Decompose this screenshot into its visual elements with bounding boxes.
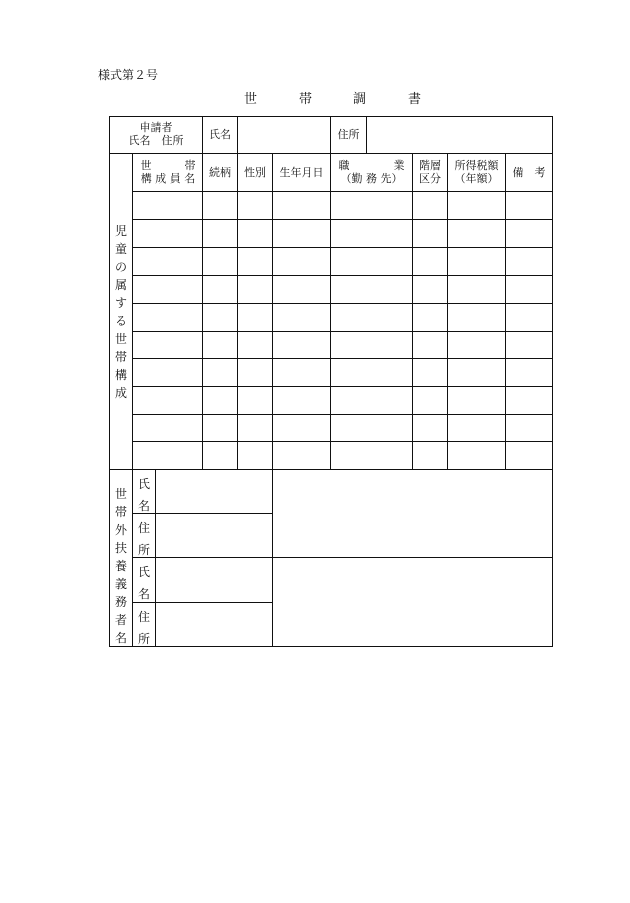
title-char-4: 書	[408, 92, 422, 107]
applicant-name-field[interactable]	[238, 117, 330, 153]
header-relation: 続柄	[209, 166, 231, 179]
dependent-2-address-label: 住 所	[137, 610, 150, 646]
header-member-name: 世 帯 構 成 員 名	[140, 159, 196, 185]
section-divider	[109, 469, 553, 470]
title-char-1: 世	[244, 92, 258, 107]
dependent-1-name-label: 氏 名	[137, 477, 150, 513]
section-dependents-label: 世 帯 外 扶 養 義 務 者 名	[114, 487, 127, 645]
header-row-divider	[132, 191, 553, 192]
applicant-label: 申請者 氏名 住所	[128, 121, 184, 147]
header-class: 階層 区分	[419, 159, 441, 185]
header-tax: 所得税額 （年額）	[454, 159, 499, 185]
table-border-bottom	[109, 646, 553, 647]
table-border-right	[552, 116, 553, 647]
dependent-divider	[132, 557, 553, 558]
header-remarks: 備 考	[512, 166, 546, 179]
dependent-2-name-label: 氏 名	[137, 565, 150, 601]
header-occupation: 職 業 （勤 務 先）	[338, 159, 405, 185]
header-birthdate: 生年月日	[279, 166, 324, 179]
title-char-3: 調	[353, 92, 367, 107]
dependent-1-address-label: 住 所	[137, 521, 150, 557]
applicant-name-label: 氏名	[209, 128, 231, 141]
applicant-row-divider	[109, 153, 553, 154]
form-number: 様式第２号	[98, 68, 159, 82]
section-household-label: 児 童 の 属 す る 世 帯 構 成	[114, 224, 127, 400]
header-sex: 性別	[244, 166, 266, 179]
title-char-2: 帯	[299, 92, 313, 107]
applicant-address-field[interactable]	[367, 117, 552, 153]
applicant-address-label: 住所	[337, 128, 360, 141]
